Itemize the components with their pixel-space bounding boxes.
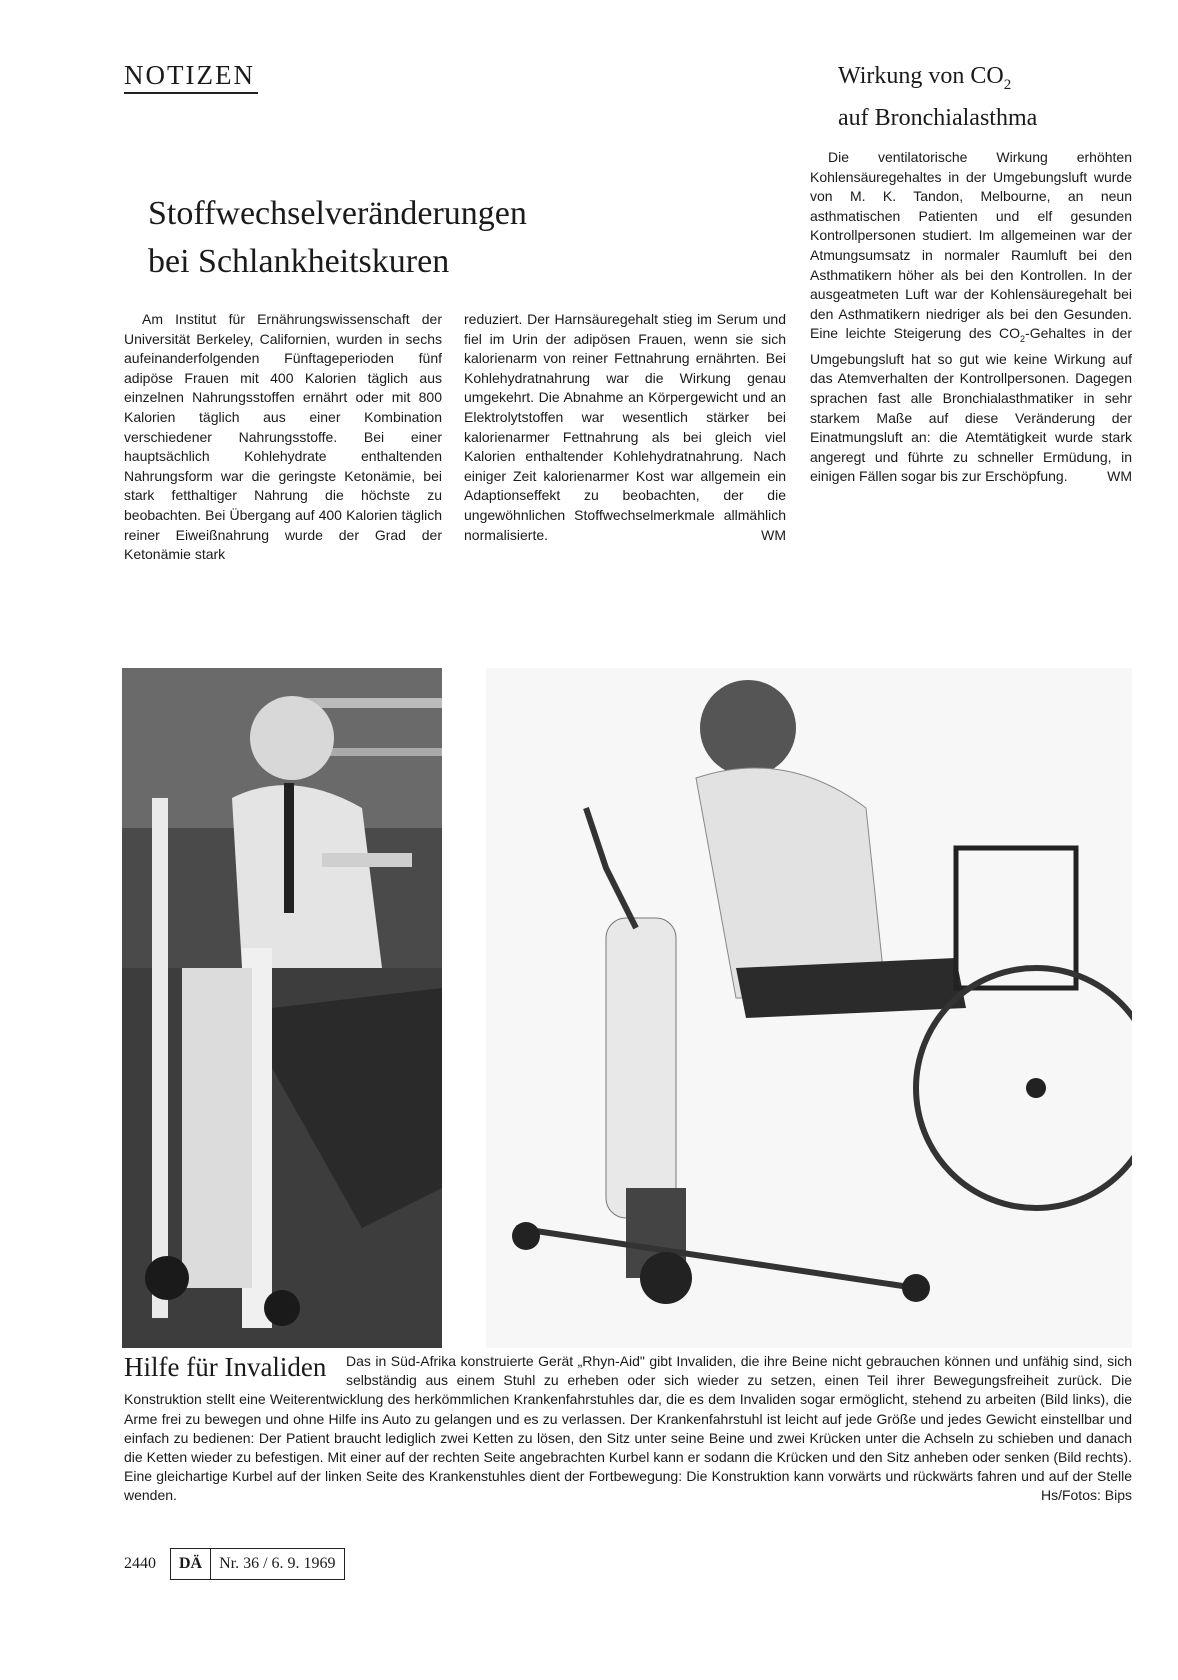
article1-text-cont: reduziert. Der Harnsäuregehalt stieg im Serum und fiel im Urin der adipösen Frauen, wenn sie sich kalorienarm von reiner Fettnahrung ernährten. Bei Kohlehydratnahrung war die Wirkung genau umgekehrt. Die Abnahme an Körpergewicht und an Elektrolytstoffen war wesentlich stärker bei kalorienarmer Fettnahrung als bei gleich viel Kalorien enthaltender Kohlehydratnahrung. Nach einiger Zeit kalorienarmer Kost war allgemein ein Adaptionseffekt zu beobachten, der die ungewöhnlichen Stoffwechselmerkmale allmählich normalisierte.	[464, 311, 786, 543]
article2-column	[810, 148, 1132, 487]
side-article-title	[838, 60, 1037, 135]
side-title-subscript: 2	[1003, 76, 1012, 93]
photo-left-illustration	[122, 668, 442, 1348]
article1-signature: WM	[761, 526, 786, 543]
side-title-line2: auf Bronchialasthma	[838, 104, 1038, 131]
photo-right-wheelchair	[486, 668, 1132, 1348]
caption-title-spacer	[124, 1352, 346, 1378]
article1-column2	[464, 310, 786, 545]
caption-text	[124, 1352, 1132, 1506]
section-rule	[124, 92, 258, 94]
article-title	[148, 190, 527, 286]
article2-text-b: -Gehaltes in der Umgebungsluft hat so gut wie keine Wirkung auf das Atemverhalten der Kontrollpersonen. Dagegen sprachen fast alle Bronchialasthmatiker in sehr starkem Maße auf diese Veränderung der Einatmungsluft an: die Atemtätigkeit wurde stark angeregt und führte zu schneller Ermüdung, in einigen Fällen sogar bis zur Erschöpfung.	[810, 325, 1132, 485]
issue-info: Nr. 36 / 6. 9. 1969	[219, 1555, 336, 1572]
article2-paragraph	[810, 148, 1132, 487]
photo-right-illustration	[486, 668, 1132, 1348]
section-label: NOTIZEN	[124, 60, 255, 90]
side-title-text: Wirkung von CO	[838, 63, 1004, 89]
article1-paragraph: Am Institut für Ernährungswissenschaft der Universität Berkeley, Californien, wurden in sechs aufeinanderfolgenden Fünftageperioden fünf adipöse Frauen mit 400 Kalorien täglich aus einzelnen Nahrungsstoffen ernährt oder mit 800 Kalorien täglich aus einer Kombination verschiedener Nahrungsstoffe. Bei einer hauptsächlich Kohlehydrate enthaltenden Nahrungsform war die geringste Ketonämie, bei stark fetthaltiger Nahrung die höchste zu beobachten. Bei Übergang auf 400 Kalorien täglich reiner Eiweißnahrung wurde der Grad der Ketonämie stark	[124, 311, 442, 563]
article1-column1	[124, 310, 442, 565]
page-footer	[124, 1548, 345, 1580]
issue-box	[170, 1548, 345, 1580]
article1-paragraph-cont	[464, 310, 786, 545]
article2-signature: WM	[1107, 468, 1132, 485]
page-number: 2440	[124, 1555, 156, 1572]
photo-left-workbench	[122, 668, 442, 1348]
article-title-line1: Stoffwechselveränderungen	[148, 195, 527, 232]
article-title-line2: bei Schlankheitskuren	[148, 243, 450, 280]
caption-credit: Hs/Fotos: Bips	[1040, 1487, 1132, 1504]
article2-subscript: 2	[1020, 334, 1026, 345]
caption-body: Das in Süd-Afrika konstruierte Gerät „Rhyn-Aid" gibt Invaliden, die ihre Beine nicht gebrauchen können und unfähig sind, sich selbständig aus einem Stuhl zu erheben oder sich wieder zu setzen, einen Teil ihrer Bewegungsfreiheit zurück. Die Konstruktion stellt eine Weiterentwicklung des herkömmlichen Krankenfahrstuhles dar, die es dem Invaliden sogar ermöglicht, stehend zu arbeiten (Bild links), die Arme frei zu bewegen und ohne Hilfe ins Auto zu gelangen und es zu verlassen. Der Krankenfahrstuhl ist leicht auf jede Größe und jedes Gewicht einstellbar und einfach zu bedienen: Der Patient braucht lediglich zwei Ketten zu lösen, den Sitz unter seine Beine und zwei Krücken unter die Achseln zu schieben und danach die Ketten wieder zu befestigen. Mit einer auf der rechten Seite angebrachten Kurbel kann er sodann die Krücken und den Sitz anheben oder senken (Bild rechts). Eine gleichartige Kurbel auf der linken Seite des Krankenstuhles dient der Fortbewegung: Die Konstruktion kann vorwärts und rückwärts fahren und auf der Stelle wenden.	[124, 1353, 1132, 1504]
caption-title: Hilfe für Invaliden	[124, 1352, 327, 1382]
article2-text-a: Die ventilatorische Wirkung erhöhten Kohlensäuregehaltes in der Umgebungsluft wurde von M. K. Tandon, Melbourne, an neun asthmatischen Patienten und elf gesunden Kontrollpersonen studiert. Im allgemeinen war der Atmungsumsatz in normaler Raumluft bei den Asthmatikern höher als bei den Kontrollen. In der ausgeatmeten Luft war der Kohlensäuregehalt bei den Asthmatikern niedriger als bei den Gesunden. Eine leichte Steigerung des CO	[810, 149, 1132, 342]
magazine-abbr: DÄ	[171, 1549, 211, 1579]
side-title-line1	[838, 60, 1037, 102]
